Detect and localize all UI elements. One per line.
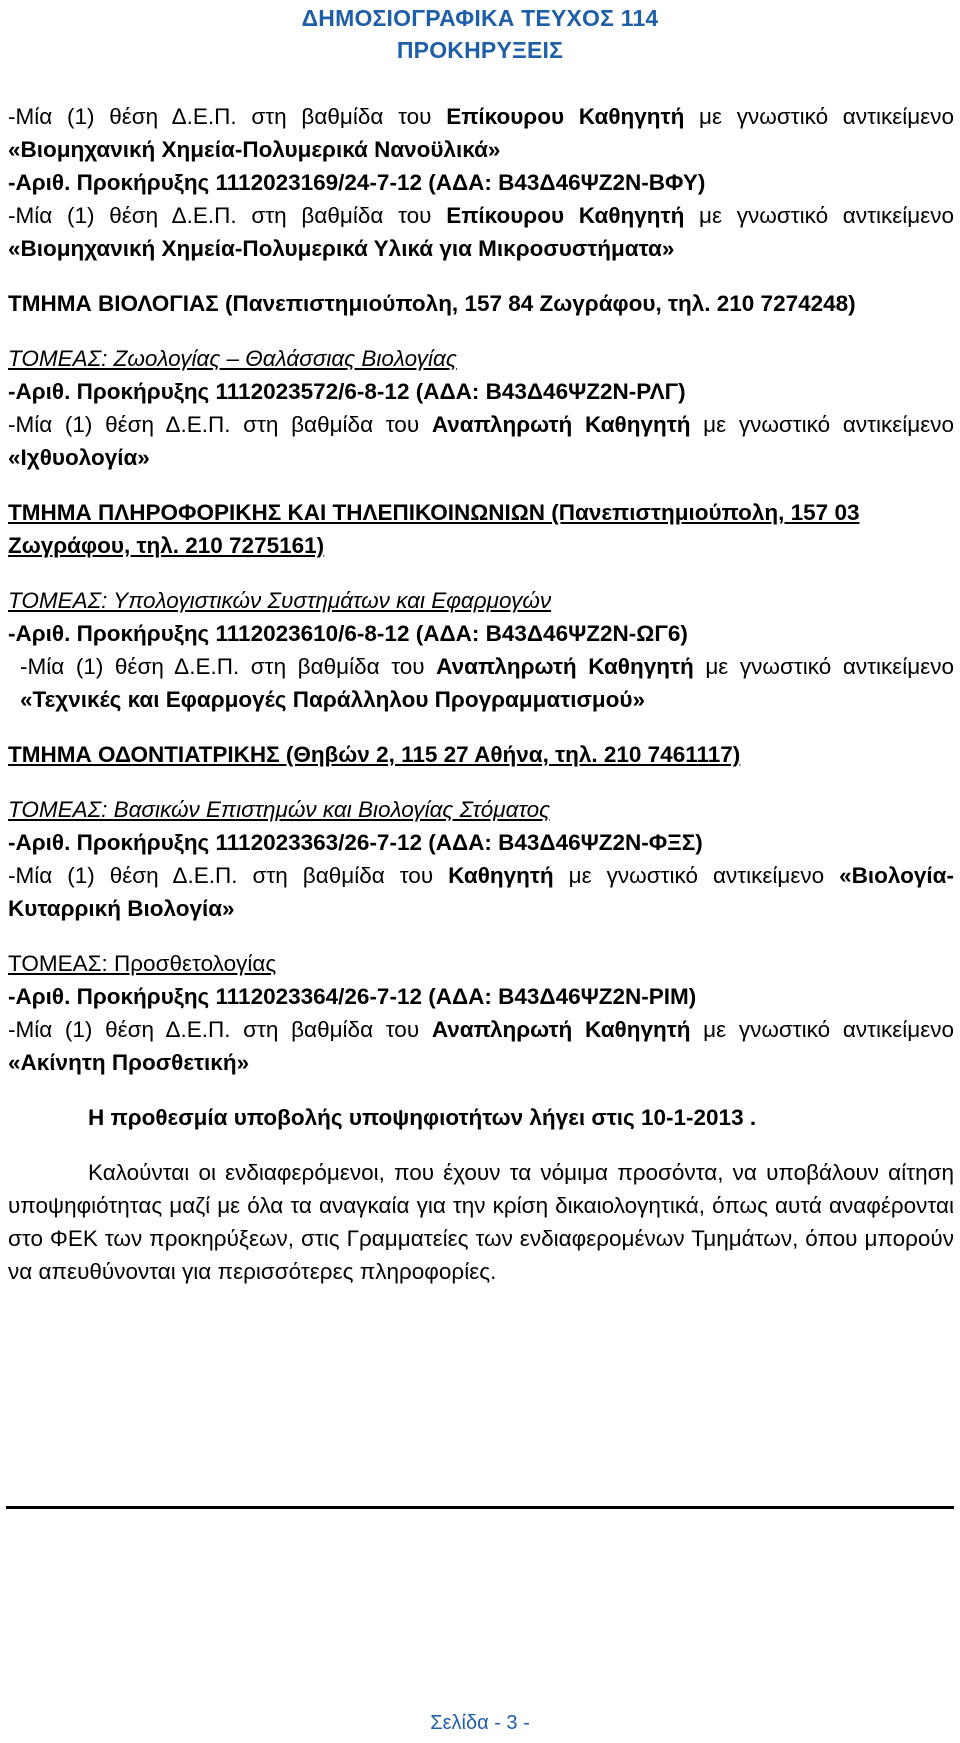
invitation-paragraph: Καλούνται οι ενδιαφερόμενοι, που έχουν τα νόμιμα προσόντα, να υποβάλουν αίτηση υποψηφιότητας μαζί με όλα τα αναγκαία για την κρίση δικαιολογητικά, όπως αυτά αναφέρονται στο ΦΕΚ των προκηρύξεων, στις Γραμματείες των ενδιαφερομένων Τμημάτων, όπου μπορούν να απευθύνονται για περισσότερες πληροφορίες. bbox=[8, 1160, 954, 1284]
spacer bbox=[8, 1079, 954, 1101]
position-text: -Μία (1) θέση Δ.Ε.Π. στη βαθμίδα του bbox=[8, 412, 432, 437]
position-text: με γνωστικό αντικείμενο bbox=[690, 1017, 955, 1042]
announcement-number: -Αριθ. Προκήρυξης 1112023169/24-7-12 (ΑΔΑ: Β43Δ46ΨΖ2Ν-ΒΦΥ) bbox=[8, 170, 706, 195]
position-text: -Μία (1) θέση Δ.Ε.Π. στη βαθμίδα του bbox=[8, 1017, 432, 1042]
sector-title: ΤΟΜΕΑΣ: Υπολογιστικών Συστημάτων και Εφαρμογών bbox=[8, 588, 552, 613]
header-title: ΔΗΜΟΣΙΟΓΡΑΦΙΚΑ ΤΕΥΧΟΣ 114 bbox=[301, 5, 659, 31]
position-paragraph bbox=[8, 199, 954, 265]
spacer bbox=[8, 562, 954, 584]
horizontal-rule bbox=[6, 1506, 954, 1509]
position-rank: Καθηγητή bbox=[448, 863, 554, 888]
position-text: με γνωστικό αντικείμενο bbox=[690, 412, 955, 437]
position-subject: «Τεχνικές και Εφαρμογές Παράλληλου Προγραμματισμού» bbox=[20, 687, 646, 712]
position-text: -Μία (1) θέση Δ.Ε.Π. στη βαθμίδα του bbox=[8, 203, 447, 228]
position-paragraph bbox=[8, 650, 954, 716]
position-rank: Αναπληρωτή Καθηγητή bbox=[431, 412, 691, 437]
spacer bbox=[8, 320, 954, 342]
sector-title: ΤΟΜΕΑΣ: Βασικών Επιστημών και Βιολογίας Στόματος bbox=[8, 797, 551, 822]
position-rank: Επίκουρου Καθηγητή bbox=[446, 104, 685, 129]
position-text: -Μία (1) θέση Δ.Ε.Π. στη βαθμίδα του bbox=[8, 863, 449, 888]
page-number: Σελίδα - 3 - bbox=[430, 1712, 530, 1734]
position-rank: Αναπληρωτή Καθηγητή bbox=[431, 1017, 691, 1042]
position-text: -Μία (1) θέση Δ.Ε.Π. στη βαθμίδα του bbox=[8, 104, 447, 129]
spacer bbox=[8, 265, 954, 287]
spacer bbox=[8, 771, 954, 793]
spacer bbox=[8, 1134, 954, 1156]
position-text: με γνωστικό αντικείμενο bbox=[553, 863, 840, 888]
announcement-number: -Αριθ. Προκήρυξης 1112023572/6-8-12 (ΑΔΑ: Β43Δ46ΨΖ2Ν-ΡΛΓ) bbox=[8, 379, 686, 404]
department-title: ΤΜΗΜΑ ΒΙΟΛΟΓΙΑΣ (Πανεπιστημιούπολη, 157 84 Ζωγράφου, τηλ. 210 7274248) bbox=[8, 291, 856, 316]
position-subject: «Βιομηχανική Χημεία-Πολυμερικά Νανοϋλικά» bbox=[8, 137, 501, 162]
position-text: με γνωστικό αντικείμενο bbox=[684, 203, 954, 228]
deadline-notice: Η προθεσμία υποβολής υποψηφιοτήτων λήγει στις 10-1-2013 . bbox=[88, 1105, 757, 1130]
position-subject: «Ιχθυολογία» bbox=[8, 445, 150, 470]
announcement-number: -Αριθ. Προκήρυξης 1112023364/26-7-12 (ΑΔΑ: Β43Δ46ΨΖ2Ν-ΡΙΜ) bbox=[8, 984, 697, 1009]
sector-title: ΤΟΜΕΑΣ: Προσθετολογίας bbox=[8, 951, 277, 976]
department-title: ΤΜΗΜΑ ΟΔΟΝΤΙΑΤΡΙΚΗΣ (Θηβών 2, 115 27 Αθήνα, τηλ. 210 7461117) bbox=[8, 742, 741, 767]
position-paragraph bbox=[8, 408, 954, 474]
position-subject: «Βιολογία-Κυταρρική Βιολογία» bbox=[8, 863, 954, 921]
position-text: με γνωστικό αντικείμενο bbox=[693, 654, 955, 679]
department-title: ΤΜΗΜΑ ΠΛΗΡΟΦΟΡΙΚΗΣ ΚΑΙ ΤΗΛΕΠΙΚΟΙΝΩΝΙΩΝ (Πανεπιστημιούπολη, 157 03 Ζωγράφου, τηλ. 210 7275161) bbox=[8, 500, 860, 558]
spacer bbox=[8, 925, 954, 947]
position-subject: «Βιομηχανική Χημεία-Πολυμερικά Υλικά για Μικροσυστήματα» bbox=[8, 236, 675, 261]
spacer bbox=[8, 474, 954, 496]
sector-title: ΤΟΜΕΑΣ: Ζωολογίας – Θαλάσσιας Βιολογίας bbox=[8, 346, 457, 371]
position-subject: «Ακίνητη Προσθετική» bbox=[8, 1050, 250, 1075]
position-text: με γνωστικό αντικείμενο bbox=[684, 104, 954, 129]
header-subtitle: ΠΡΟΚΗΡΥΞΕΙΣ bbox=[396, 37, 564, 63]
announcement-number: -Αριθ. Προκήρυξης 1112023363/26-7-12 (ΑΔΑ: Β43Δ46ΨΖ2Ν-ΦΞΣ) bbox=[8, 830, 703, 855]
position-rank: Επίκουρου Καθηγητή bbox=[446, 203, 685, 228]
position-paragraph bbox=[8, 100, 954, 166]
document-body bbox=[8, 100, 954, 1288]
position-rank: Αναπληρωτή Καθηγητή bbox=[436, 654, 694, 679]
announcement-number: -Αριθ. Προκήρυξης 1112023610/6-8-12 (ΑΔΑ: Β43Δ46ΨΖ2Ν-ΩΓ6) bbox=[8, 621, 688, 646]
spacer bbox=[8, 716, 954, 738]
position-text: -Μία (1) θέση Δ.Ε.Π. στη βαθμίδα του bbox=[20, 654, 437, 679]
position-paragraph bbox=[8, 859, 954, 925]
position-paragraph bbox=[8, 1013, 954, 1079]
